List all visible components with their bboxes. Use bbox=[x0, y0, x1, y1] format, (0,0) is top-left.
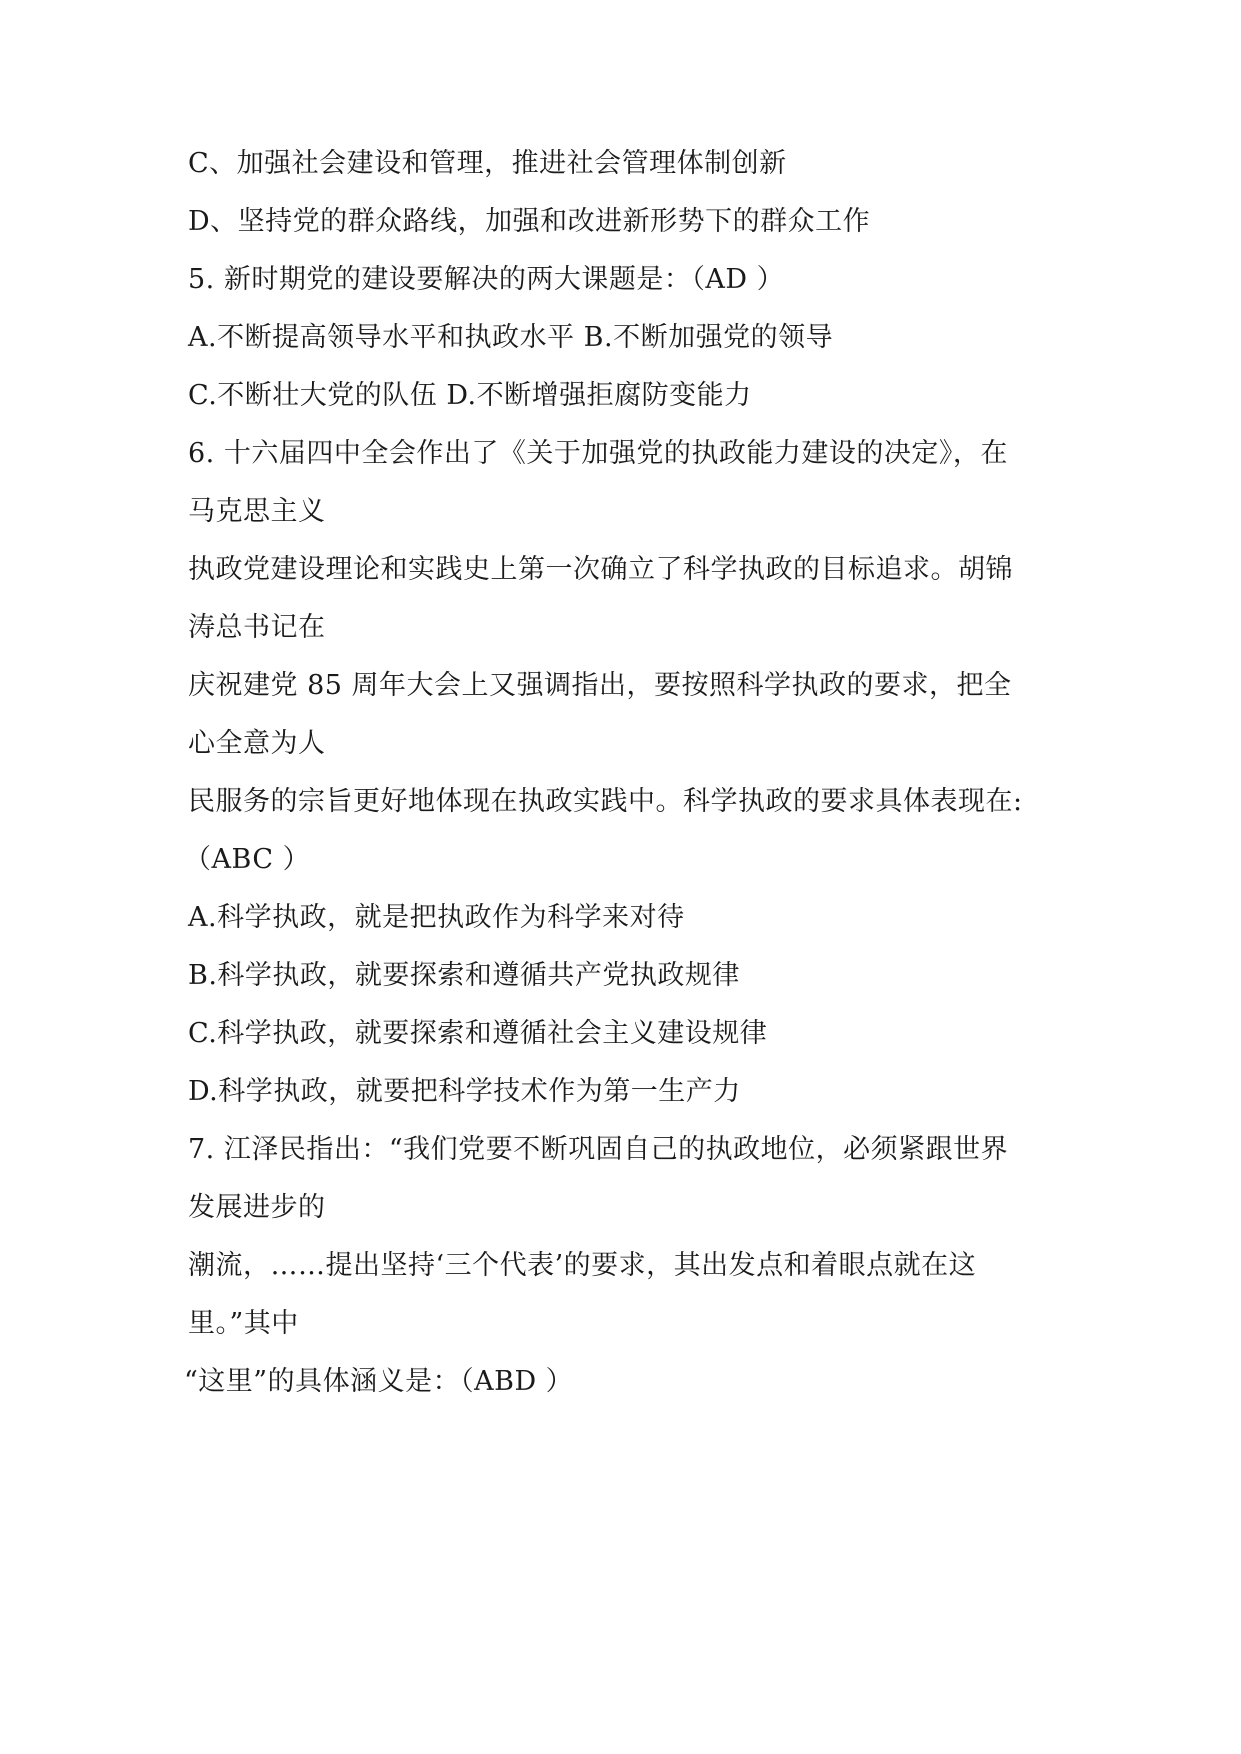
question-6-option-b: B.科学执政，就要探索和遵循共产党执政规律 bbox=[188, 960, 740, 991]
question-7-line-1: 7. 江泽民指出：“我们党要不断巩固自己的执政地位，必须紧跟世界 bbox=[188, 1134, 1009, 1165]
question-5: 5. 新时期党的建设要解决的两大课题是：（AD ） bbox=[188, 264, 785, 295]
question-6-option-a: A.科学执政，就是把执政作为科学来对待 bbox=[188, 902, 685, 933]
question-6-option-d: D.科学执政，就要把科学技术作为第一生产力 bbox=[188, 1076, 741, 1107]
question-6-answer: （ABC ） bbox=[184, 844, 311, 875]
option-c-q4: C、加强社会建设和管理，推进社会管理体制创新 bbox=[188, 148, 787, 179]
question-6-option-c: C.科学执政，就要探索和遵循社会主义建设规律 bbox=[188, 1018, 768, 1049]
question-5-options-ab: A.不断提高领导水平和执政水平 B.不断加强党的领导 bbox=[188, 322, 834, 353]
question-5-options-cd: C.不断壮大党的队伍 D.不断增强拒腐防变能力 bbox=[188, 380, 752, 411]
question-7-line-2: 发展进步的 bbox=[188, 1192, 326, 1223]
question-6-line-3: 执政党建设理论和实践史上第一次确立了科学执政的目标追求。胡锦 bbox=[188, 554, 1013, 585]
question-7-line-5: “这里”的具体涵义是：（ABD ） bbox=[184, 1366, 574, 1397]
question-7-line-4: 里。”其中 bbox=[188, 1308, 299, 1339]
question-6-line-4: 涛总书记在 bbox=[188, 612, 326, 643]
question-6-line-6: 心全意为人 bbox=[188, 728, 326, 759]
question-6-line-1: 6. 十六届四中全会作出了《关于加强党的执政能力建设的决定》，在 bbox=[188, 438, 1008, 469]
question-6-line-2: 马克思主义 bbox=[188, 496, 326, 527]
question-6-line-7: 民服务的宗旨更好地体现在执政实践中。科学执政的要求具体表现在: bbox=[188, 786, 1023, 817]
option-d-q4: D、坚持党的群众路线，加强和改进新形势下的群众工作 bbox=[188, 206, 871, 237]
question-6-line-5: 庆祝建党 85 周年大会上又强调指出，要按照科学执政的要求，把全 bbox=[188, 670, 1012, 701]
question-7-line-3: 潮流，……提出坚持‘三个代表’的要求，其出发点和着眼点就在这 bbox=[188, 1250, 977, 1281]
